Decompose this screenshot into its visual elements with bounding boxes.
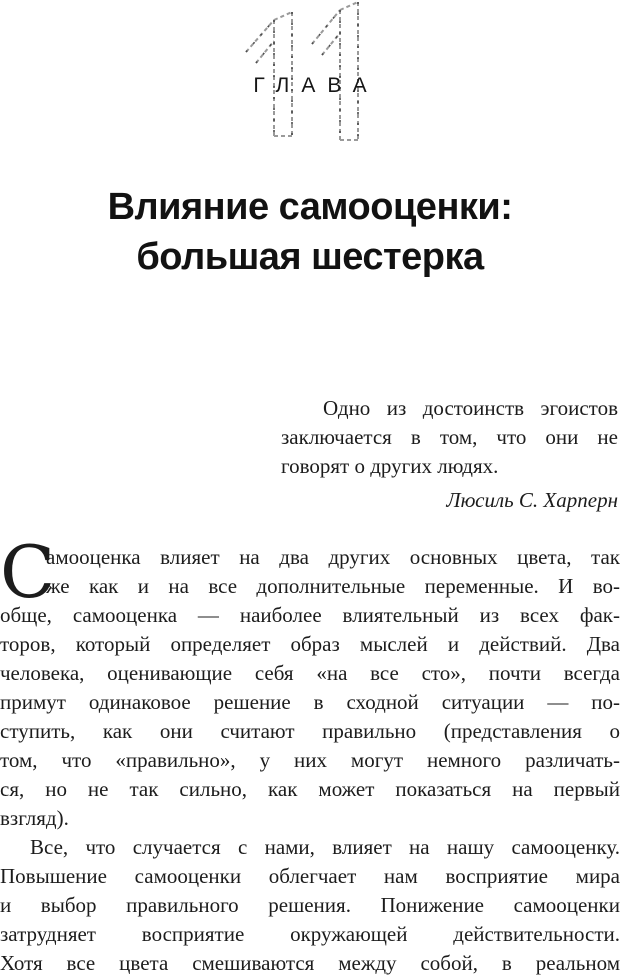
body-line: обще, самооценка — наиболее влиятельный из всех фак- [0,603,620,627]
body-line: том, что «правильно», у них могут немного различать- [0,748,620,772]
body-line: примут одинаковое решение в сходной ситуации — по- [0,690,620,714]
body-line: Все, что случается с нами, влияет на нашу самооценку. [30,835,620,859]
chapter-header [0,0,620,150]
epigraph-line: Одно из достоинств эгоистов [323,396,618,420]
body-line: торов, который определяет образ мыслей и действий. Два [0,632,620,656]
body-line: человека, оценивающие себя «на все сто», почти всегда [0,661,620,685]
chapter-title [0,182,620,282]
epigraph-attribution: Люсиль С. Харперн [446,488,618,512]
body-line: ся, но не так сильно, как может показаться на первый [0,777,620,801]
epigraph-line: заключается в том, что они не [281,425,618,449]
epigraph [281,394,618,515]
body-line: Повышение самооценки облегчает нам восприятие мира [0,864,620,888]
epigraph-line: говорят о других людях. [281,454,499,478]
dropcap-letter: С [0,530,56,614]
body-text [0,530,620,978]
body-line: ступить, как они считают правильно (представления о [0,719,620,743]
chapter-title-line1: Влияние самооценки: [107,186,513,228]
chapter-label: ГЛАВА [253,74,379,97]
chapter-title-line2: большая шестерка [136,236,484,278]
body-line: взгляд). [0,806,69,830]
body-line: и выбор правильного решения. Понижение самооценки [0,893,620,917]
body-line: же как и на все дополнительные переменные. И во- [46,574,620,598]
body-line: Хотя все цвета смешиваются между собой, в реальном [0,951,620,975]
body-line: амооценка влияет на два других основных цвета, так [46,545,620,569]
body-line: затрудняет восприятие окружающей действительности. [0,922,620,946]
